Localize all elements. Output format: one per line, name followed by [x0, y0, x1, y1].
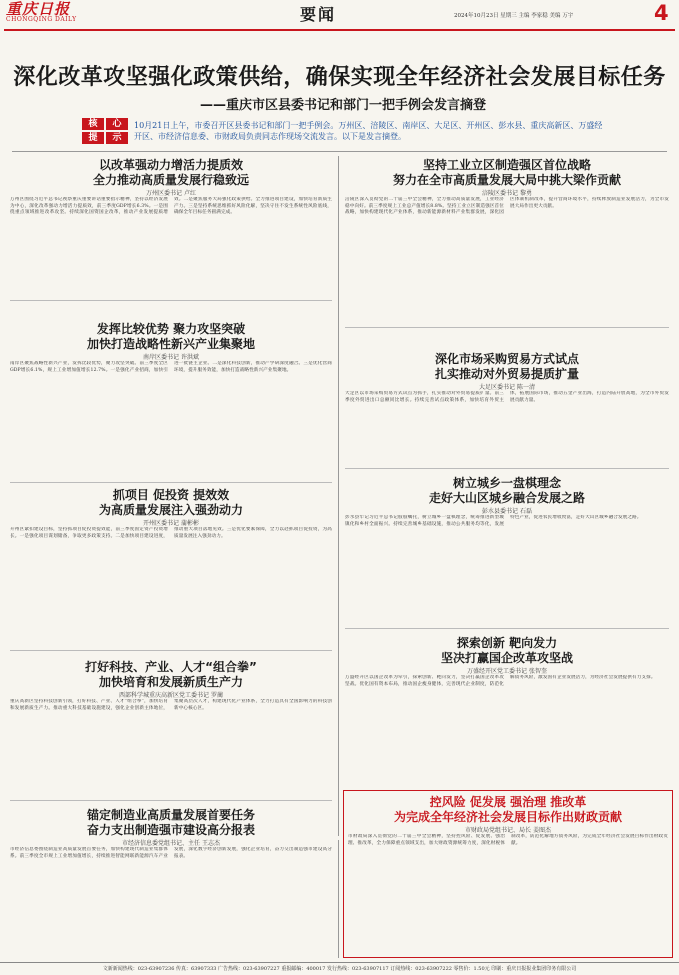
article-byline: 彭水县委书记 石磊	[482, 508, 532, 515]
divider	[345, 628, 669, 629]
article-title: 深化市场采购贸易方式试点	[434, 352, 579, 366]
article-body: 万州区围绕习近平总书记视察重庆重要讲话重要指示精神，坚持以经济发展为中心，深化改革强动力增活力提质效，前三季度GDP增长6.3%。一是围绕重点领域推进改革攻坚。持续深化国资国企改革，推动产业发展提质增效。二是聚焦服务大局强化政策供给。全力推进项目建设，加快培育新质生产力。三是坚持系统思维抓好风险化解，坚决守住不发生系统性风险底线，确保全年目标任务圆满完成。	[10, 197, 332, 216]
article-title: 以改革强动力增活力提质效	[98, 158, 243, 172]
article-wansheng	[345, 636, 669, 785]
footer-info: 文新新闻热线：023-63907236 传真：63907333 广告热线：023-63907227 重报邮编：400017 发行热线：023-63907117 订阅热线：023-63907222 零售价：1.50元 印刷：重庆日报报业集团印务有限公司	[0, 962, 679, 975]
article-byline: 大足区委书记 陈一清	[479, 384, 535, 391]
divider	[345, 327, 669, 328]
masthead-rule	[4, 29, 675, 31]
article-title: 加快培育和发展新质生产力	[98, 675, 243, 689]
article-title: 树立城乡一盘棋理念	[452, 476, 561, 490]
column-divider	[338, 840, 339, 958]
article-body: 大足区以市场采购贸易方式试点为抓手，扎实推动对外贸易提质扩量。前三季度外贸进出口总额同比增长。持续完善试点政策体系，加快培育外贸主体，拓展国际市场，推动五金产业出海，打造内陆开放高地，为全市外贸发展贡献力量。	[345, 391, 669, 403]
logo-chinese: 重庆日报	[6, 0, 71, 18]
article-byline: 市财政局党组书记、局长 姜图杰	[465, 827, 551, 834]
article-byline: 万盛经开区党工委书记 张智奎	[467, 668, 547, 675]
core-tag-char: 提	[82, 132, 104, 144]
article-title: 探索创新 靶向发力	[456, 636, 558, 650]
article-title: 抓项目 促投资 提效效	[112, 488, 230, 502]
article-title: 打好科技、产业、人才“组合拳”	[85, 660, 257, 674]
article-byline: 市经济信息委党组书记、主任 王志杰	[122, 840, 220, 847]
divider	[10, 482, 332, 483]
article-body: 彭水县牢记习近平总书记殷殷嘱托，树立城乡一盘棋理念，统筹推进新型城镇化和乡村全面振兴。持续完善城乡基础设施，推动公共服务均等化，发展特色产业，促进农民增收致富，走好大山区城乡融合发展之路。	[345, 515, 642, 527]
article-title: 坚决打赢国企改革攻坚战	[440, 651, 573, 665]
divider	[10, 800, 332, 801]
article-body: 万盛经开区以国企改革为牵引，探索创新、靶向发力，坚决打赢国企改革攻坚战。优化国有资本布局，推动国企瘦身健体，完善现代企业制度，防范化解债务风险，激发国有企业发展活力，为经济社会发展提供有力支撑。	[345, 675, 656, 687]
article-wanzhou	[10, 158, 332, 297]
newspaper-logo	[6, 2, 126, 26]
article-nanan	[10, 322, 332, 479]
divider	[10, 300, 332, 301]
article-fuling	[345, 158, 669, 327]
article-byline: 西部科学城重庆高新区党工委书记 罗蔺	[119, 692, 223, 699]
article-title: 坚持工业立区制造强区首位战略	[422, 158, 591, 172]
article-byline: 万州区委书记 卢红	[146, 190, 196, 197]
article-title: 发挥比较优势 聚力攻坚突破	[96, 322, 246, 336]
article-body: 市经济信息委围绕制造业高质量发展首要任务，加快构建现代制造业集群体系。前三季度全市规上工业增加值增长，持续推进智能网联新能源汽车产业发展，深化数字经济创新发展，强化企业培育，奋力交出制造强市建设高分报表。	[10, 847, 332, 859]
article-body: 开州区紧扣建设目标，坚持抓项目促投资提效能，前三季度固定资产投资增长。一是强化项目谋划储备，争取更多政策支持。二是加快项目建设进度，推动重大项目落地见效。三是优化要素保障，全力以赴抓项目促投资，为高质量发展注入强劲动力。	[10, 527, 332, 539]
article-kaizhou	[10, 488, 332, 647]
article-body: 南岸区聚焦战略性新兴产业，发挥比较优势，聚力攻坚突破。前三季度全区GDP增长6.1%，规上工业增加值增长12.7%。一是强化产业招商，加快引进一批链主企业。二是深化科技创新，推动产学研深度融合。三是优化营商环境，提升服务效能，加快打造战略性新兴产业集聚地。	[10, 361, 332, 373]
core-tag-char: 核	[82, 118, 104, 130]
core-tag-char: 示	[106, 132, 128, 144]
main-headline: 深化改革攻坚强化政策供给，确保实现全年经济社会发展目标任务	[13, 65, 666, 90]
main-subheadline: ——重庆市区县委书记和部门一把手例会发言摘登	[200, 98, 487, 113]
article-title: 加快打造战略性新兴产业集聚地	[86, 337, 255, 351]
article-jingxinwei	[10, 808, 332, 957]
article-body: 重庆高新区坚持科技创新引领，打好科技、产业、人才“组合拳”，加快培育和发展新质生产力。推动重大科技基础设施建设，强化企业创新主体地位，集聚高层次人才，构建现代化产业体系，全力打造具有全国影响力的科技创新中心核心区。	[10, 699, 332, 711]
article-title: 努力在全市高质量发展大局中挑大梁作贡献	[392, 173, 621, 187]
article-body: 涪陵区深入贯彻党的二十届三中全会精神，全力推动高质量发展，工业经济稳中向好。前三季度规上工业总产值增长8.8%。坚持工业立区制造强区首位战略，加快构建现代化产业体系，推动新能源新材料产业集群发展，深化园区体制机制改革，提升营商环境水平，持续释放制造业发展活力，为全市发展大局作出更大贡献。	[345, 197, 669, 216]
article-byline: 南岸区委书记 许洪斌	[143, 354, 199, 361]
core-summary-tag	[82, 118, 128, 144]
article-pengshui	[345, 476, 669, 615]
article-title: 为完成全年经济社会发展目标作出财政贡献	[393, 810, 622, 824]
article-title: 控风险 促发展 强治理 推改革	[429, 795, 587, 809]
article-title: 为高质量发展注入强劲动力	[98, 503, 243, 517]
article-dazu	[345, 352, 669, 491]
column-divider	[338, 156, 339, 836]
article-caizhengju	[343, 790, 673, 958]
article-title: 奋力支出制造强市建设高分报表	[86, 823, 255, 837]
date-editor-info: 2024年10月23日 星期三 主编 李家稳 美编 万宇	[454, 13, 574, 19]
article-body: 市财政局深入贯彻党的二十届三中全会精神，坚持控风险、促发展、强治理、推改革，全力保障重点领域支出，加大财政资源统筹力度，深化财税体制改革，防范化解地方债务风险，为完成全年经济社会发展目标作出财政贡献。	[348, 834, 668, 846]
core-tag-char: 心	[106, 118, 128, 130]
section-title: 要闻	[300, 5, 337, 24]
core-summary-text: 10月21日上午，市委召开区县委书记和部门一把手例会。万州区、涪陵区、南岸区、大足区、开州区、彭水县、重庆高新区、万盛经开区、市经济信息委、市财政局负责同志作现场交流发言。以下是发言摘登。	[134, 121, 603, 141]
logo-english: CHONGQING DAILY	[6, 16, 77, 23]
article-byline: 涪陵区委书记 黎勇	[482, 190, 532, 197]
divider	[345, 468, 669, 469]
article-title: 走好大山区城乡融合发展之路	[428, 491, 585, 505]
divider	[10, 650, 332, 651]
article-title: 全力推动高质量发展行稳致远	[92, 173, 249, 187]
article-gaoxin	[10, 660, 332, 789]
page-number: 4	[654, 1, 669, 25]
divider	[12, 151, 667, 152]
article-title: 锚定制造业高质量发展首要任务	[86, 808, 255, 822]
article-title: 扎实推动对外贸易提质扩量	[434, 367, 579, 381]
article-byline: 开州区委书记 蒲彬彬	[143, 520, 199, 527]
